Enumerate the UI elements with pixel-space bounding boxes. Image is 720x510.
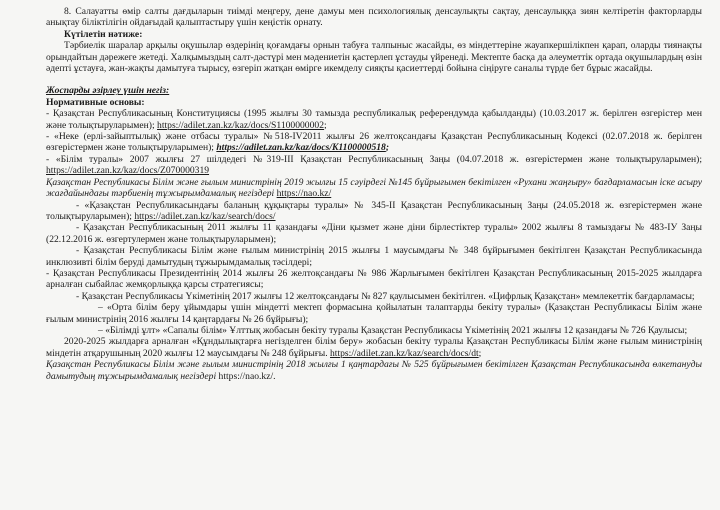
item-text: ; [478,347,482,359]
item-text: Қазақстан Республикасы Білім және ғылым министрінің 2019 жылғы 15 сәуірдегі №145 бұйрығымен бекітілген «Рухани жаңғыру» бағдарламасын іске асыру жағдайындағы тәрбиенің тұжырымдамалық негіздері [46,176,702,200]
list-item-digital-kazakhstan: - Қазақстан Республикасы Үкіметінің 2017 жылғы 12 желтоқсандағы № 827 қаулысымен бекітілген. «Цифрлық Қазақстан» мемлекеттік бағдарламасы; [76,290,695,302]
list-item-marriage-code [46,131,702,154]
list-item-constitution [46,108,702,131]
item-text: - «Неке (ерлі-зайыптылық) және отбасы туралы» №518-IV2011 жылғы 26 желтоқсандағы Қазақстан Республикасының Кодексі (02.07.2018 ж. берілген өзгерістермен және толықтыруларымен); [46,131,702,154]
item-text: - «Қазақстан Республикасындағы баланың құқықтары туралы» № 345-ІІ Қазақстан Республикасының Заңы (24.05.2018 ж. өзгерістермен және толықтыруларымен); [46,199,702,222]
item-text: Қазақстан Республикасы Білім және ғылым министрінің 2018 жылғы 1 қаңтардағы № 525 бұйрығымен бекітілген Қазақстан Республикасында өлкетануды дамытудың тұжырымдамалық негіздері [46,359,702,382]
plan-basis-heading: Жоспарды әзірлеу үшін негіз: [46,85,170,97]
list-item-education-law [46,154,702,177]
spacer [46,74,702,85]
constitution-link[interactable]: https://adilet.zan.kz/kaz/docs/S1100000002 [157,119,324,131]
item-text: - «Білім туралы» 2007 жылғы 27 шілдедегі №319-ІІІ Қазақстан Республикасының Заңы (04.07.2018 ж. өзгерістермен және толықтыруларымен); [46,153,702,165]
expected-result-heading: Күтілетін нәтиже: [64,28,143,40]
item-text: https://nao.kz/. [218,370,276,382]
education-law-link[interactable]: https://adilet.zan.kz/kaz/docs/Z070000319 [46,165,210,177]
item-text: ; [385,142,390,154]
values-education-link[interactable]: https://adilet.zan.kz/kaz/search/docs/dt [330,347,479,359]
list-item-child-rights [46,200,702,223]
list-item-religious-activity: - Қазақстан Республикасының 2011 жылғы 11 қазандағы «Діни қызмет және діни бірлестіктер туралы» 2002 жылғы 8 тамыздағы № 483-ІУ Заңы (22.12.2016 ж. өзгертулермен және толықтыруларымен); [46,222,702,245]
list-item-local-history [46,359,702,382]
marriage-code-link[interactable]: https://adilet.zan.kz/kaz/docs/K1100000518 [216,142,386,154]
list-item-rukhani-zhangyru [46,177,702,200]
nao-link[interactable]: https://nao.kz/ [276,188,332,200]
list-item-educated-nation: – «Білімді ұлт» «Сапалы білім» Ұлттық жобасын бекіту туралы Қазақстан Республикасы Үкіметінің 2021 жылғы 12 қазандағы № 726 Қаулысы; [98,324,688,336]
list-item-inclusive-education: - Қазақстан Республикасы Білім және ғылым министрінің 2015 жылғы 1 маусымдағы № 348 бұйрығымен бекітілген Қазақстан Республикасында инклюзивті білім беруді дамытудың тұжырымдамалық тәсілдері; [46,245,702,268]
normative-heading: Нормативные основы: [46,96,145,108]
item-text: 2020-2025 жылдарға арналған «Құндылықтарға негізделген білім беру» жобасын бекіту туралы Қазақстан Республикасы Білім және ғылым министрінің міндетін атқарушының 2020 жылғы 12 маусымдағы № 248 бұйрығы. [46,336,702,359]
item-text: ; [324,119,327,131]
list-item-school-uniform: – «Орта білім беру ұйымдары үшін міндетті мектеп формасына қойылатын талаптарды бекіту туралы» (Қазақстан Республикасы Білім және ғылым министрінің 2016 жылғы 14 қаңтардағы № 26 бұйрығы); [46,302,702,325]
expected-result-text: Тәрбиелік шаралар арқылы оқушылар өздерінің қоғамдағы орнын табуға талпыныс жасайды, өз міндеттеріне жауапкершілікпен қарап, оларды тиянақты орындайтын дәрежеге жетеді. Халқымыздың салт-дәстүрі мен мәдениетін қастерлеп ұстауды үйренеді. Мектепте басқа да әлеуметтік ортада оқушылардың өзін әдепті ұстауға, жан-жақты дамытуға тырысу, өзгеріп жатқан өмірге икемделу сияқты қасиеттерді бойына сіңіруге саналы түрде бет бұрыс жасайды. [46,40,702,75]
item-text: - Қазақстан Республикасының Конституциясы (1995 жылғы 30 тамызда республикалық референдумда қабылданды) (10.03.2017 ж. берілген өзгерістер мен және толықтыруларымен); [46,108,702,131]
child-rights-link[interactable]: https://adilet.zan.kz/kaz/search/docs/ [134,210,276,222]
list-item-values-education [46,336,702,359]
paragraph-8: 8. Салауатты өмір салты дағдыларын тиімді меңгеру, дене дамуы мен психологиялық денсаулықты сақтау, денсаулыққа зиян келтіретін факторларды анықтау біліктілігін ойдағыдай қалыптастыру үшін кеңістік орнату. [46,6,702,29]
list-item-anticorruption: - Қазақстан Республикасы Президентінің 2014 жылғы 26 желтоқсандағы № 986 Жарлығымен бекітілген Қазақстан Республикасының 2015-2025 жылдарға арналған сыбайлас жемқорлыққа қарсы стратегиясы; [46,267,702,291]
